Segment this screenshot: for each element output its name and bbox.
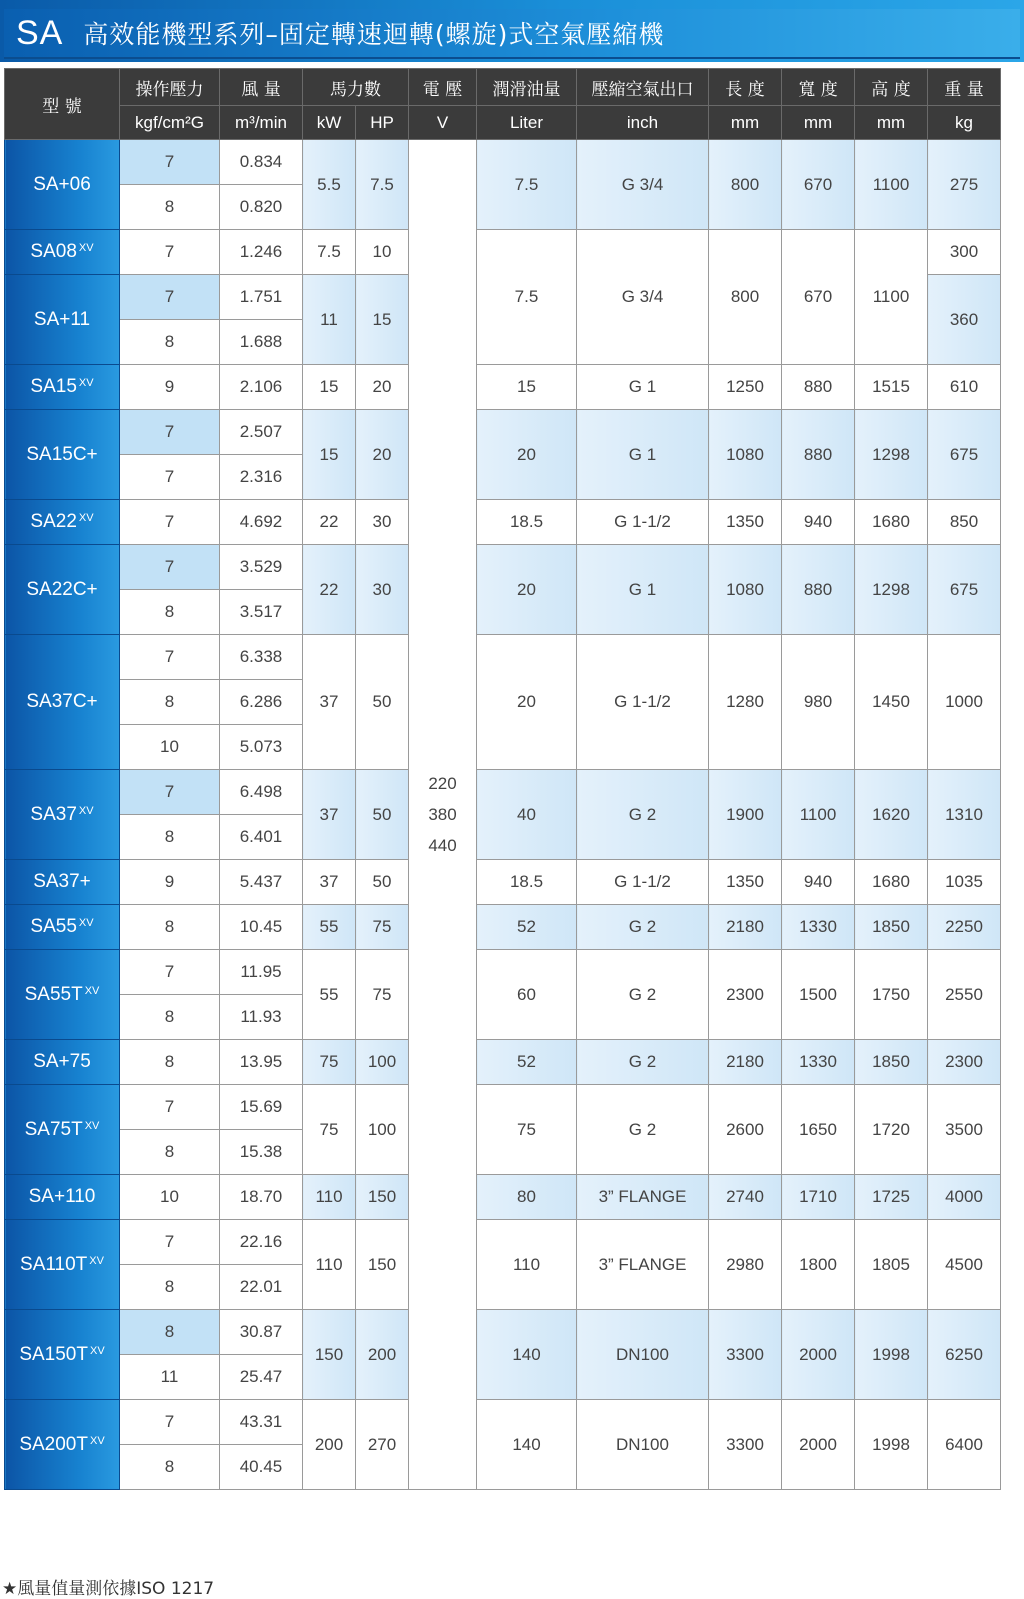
pressure-cell: 7 bbox=[120, 1085, 220, 1130]
flow-cell: 3.517 bbox=[220, 590, 303, 635]
hp-cell: 270 bbox=[356, 1400, 409, 1490]
pressure-cell: 9 bbox=[120, 365, 220, 410]
length-cell: 1350 bbox=[709, 860, 782, 905]
height-cell: 1680 bbox=[855, 860, 928, 905]
model-cell bbox=[5, 1040, 120, 1085]
xv-badge: XV bbox=[78, 242, 94, 254]
unit-length: mm bbox=[709, 106, 782, 140]
weight-cell: 275 bbox=[928, 140, 1001, 230]
voltage-value: 440 bbox=[428, 836, 457, 855]
width-cell: 670 bbox=[782, 140, 855, 230]
oil-cell: 20 bbox=[477, 545, 577, 635]
table-row bbox=[5, 230, 1001, 275]
pressure-cell: 7 bbox=[120, 1220, 220, 1265]
pressure-cell: 8 bbox=[120, 995, 220, 1040]
table-row bbox=[5, 500, 1001, 545]
length-cell: 1080 bbox=[709, 410, 782, 500]
weight-cell: 300 bbox=[928, 230, 1001, 275]
flow-cell: 3.529 bbox=[220, 545, 303, 590]
header-pressure: 操作壓力 bbox=[120, 69, 220, 106]
flow-cell: 2.106 bbox=[220, 365, 303, 410]
kw-cell: 22 bbox=[303, 545, 356, 635]
oil-cell: 52 bbox=[477, 905, 577, 950]
width-cell: 980 bbox=[782, 635, 855, 770]
weight-cell: 675 bbox=[928, 545, 1001, 635]
header-weight: 重 量 bbox=[928, 69, 1001, 106]
width-cell: 1500 bbox=[782, 950, 855, 1040]
flow-cell: 1.688 bbox=[220, 320, 303, 365]
weight-cell: 1035 bbox=[928, 860, 1001, 905]
height-cell: 1805 bbox=[855, 1220, 928, 1310]
table-row bbox=[5, 950, 1001, 995]
model-name: SA55 bbox=[30, 916, 77, 937]
weight-cell: 2300 bbox=[928, 1040, 1001, 1085]
weight-cell: 1310 bbox=[928, 770, 1001, 860]
flow-cell: 0.820 bbox=[220, 185, 303, 230]
pressure-cell: 8 bbox=[120, 590, 220, 635]
length-cell: 1900 bbox=[709, 770, 782, 860]
model-name: SA37 bbox=[30, 803, 77, 825]
width-cell: 880 bbox=[782, 410, 855, 500]
header-outlet: 壓縮空氣出口 bbox=[577, 69, 709, 106]
oil-cell: 20 bbox=[477, 410, 577, 500]
flow-cell: 10.45 bbox=[220, 905, 303, 950]
model-cell bbox=[5, 230, 120, 275]
pressure-cell: 8 bbox=[120, 1310, 220, 1355]
pressure-cell: 7 bbox=[120, 140, 220, 185]
table-row bbox=[5, 1040, 1001, 1085]
pressure-cell: 9 bbox=[120, 860, 220, 905]
header-model: 型 號 bbox=[5, 69, 120, 140]
outlet-cell: G 3/4 bbox=[577, 140, 709, 230]
width-cell: 1800 bbox=[782, 1220, 855, 1310]
length-cell: 800 bbox=[709, 230, 782, 365]
height-cell: 1620 bbox=[855, 770, 928, 860]
width-cell: 1330 bbox=[782, 905, 855, 950]
width-cell: 2000 bbox=[782, 1310, 855, 1400]
table-row bbox=[5, 545, 1001, 590]
hp-cell: 20 bbox=[356, 410, 409, 500]
oil-cell: 7.5 bbox=[477, 230, 577, 365]
table-row bbox=[5, 140, 1001, 185]
weight-cell: 6400 bbox=[928, 1400, 1001, 1490]
kw-cell: 37 bbox=[303, 860, 356, 905]
spec-table bbox=[4, 68, 1001, 1490]
width-cell: 2000 bbox=[782, 1400, 855, 1490]
table-row bbox=[5, 1310, 1001, 1355]
model-name: SA75T bbox=[24, 1118, 83, 1140]
pressure-cell: 8 bbox=[120, 320, 220, 365]
width-cell: 1710 bbox=[782, 1175, 855, 1220]
model-cell bbox=[5, 275, 120, 365]
weight-cell: 4500 bbox=[928, 1220, 1001, 1310]
outlet-cell: DN100 bbox=[577, 1400, 709, 1490]
oil-cell: 140 bbox=[477, 1310, 577, 1400]
model-name: SA150T bbox=[19, 1343, 88, 1365]
weight-cell: 850 bbox=[928, 500, 1001, 545]
unit-pressure: kgf/cm²G bbox=[120, 106, 220, 140]
pressure-cell: 7 bbox=[120, 500, 220, 545]
table-row bbox=[5, 860, 1001, 905]
voltage-value: 380 bbox=[428, 805, 457, 824]
kw-cell: 75 bbox=[303, 1040, 356, 1085]
height-cell: 1720 bbox=[855, 1085, 928, 1175]
xv-badge: XV bbox=[78, 512, 94, 524]
length-cell: 2600 bbox=[709, 1085, 782, 1175]
kw-cell: 37 bbox=[303, 770, 356, 860]
outlet-cell: G 1 bbox=[577, 410, 709, 500]
length-cell: 1280 bbox=[709, 635, 782, 770]
header-voltage: 電 壓 bbox=[409, 69, 477, 106]
unit-kw: kW bbox=[303, 106, 356, 140]
header-length: 長 度 bbox=[709, 69, 782, 106]
table-row bbox=[5, 1085, 1001, 1130]
series-name: SA bbox=[16, 13, 64, 52]
oil-cell: 110 bbox=[477, 1220, 577, 1310]
model-name: SA15 bbox=[30, 376, 77, 397]
flow-cell: 15.69 bbox=[220, 1085, 303, 1130]
oil-cell: 40 bbox=[477, 770, 577, 860]
weight-cell: 360 bbox=[928, 275, 1001, 365]
flow-cell: 6.498 bbox=[220, 770, 303, 815]
model-name: SA22 bbox=[30, 511, 77, 532]
model-cell bbox=[5, 1085, 120, 1175]
weight-cell: 2250 bbox=[928, 905, 1001, 950]
pressure-cell: 10 bbox=[120, 725, 220, 770]
flow-cell: 40.45 bbox=[220, 1445, 303, 1490]
hp-cell: 7.5 bbox=[356, 140, 409, 230]
hp-cell: 150 bbox=[356, 1175, 409, 1220]
hp-cell: 50 bbox=[356, 770, 409, 860]
model-cell bbox=[5, 545, 120, 635]
kw-cell: 15 bbox=[303, 410, 356, 500]
flow-cell: 30.87 bbox=[220, 1310, 303, 1355]
weight-cell: 1000 bbox=[928, 635, 1001, 770]
xv-badge: XV bbox=[78, 804, 94, 817]
hp-cell: 150 bbox=[356, 1220, 409, 1310]
title-banner bbox=[0, 0, 1024, 62]
table-row bbox=[5, 1220, 1001, 1265]
pressure-cell: 7 bbox=[120, 455, 220, 500]
hp-cell: 50 bbox=[356, 860, 409, 905]
unit-oil: Liter bbox=[477, 106, 577, 140]
flow-cell: 18.70 bbox=[220, 1175, 303, 1220]
pressure-cell: 8 bbox=[120, 1040, 220, 1085]
unit-hp: HP bbox=[356, 106, 409, 140]
length-cell: 1350 bbox=[709, 500, 782, 545]
oil-cell: 60 bbox=[477, 950, 577, 1040]
table-row bbox=[5, 1175, 1001, 1220]
flow-cell: 6.286 bbox=[220, 680, 303, 725]
model-name: SA+11 bbox=[33, 308, 91, 330]
length-cell: 2740 bbox=[709, 1175, 782, 1220]
pressure-cell: 8 bbox=[120, 905, 220, 950]
weight-cell: 4000 bbox=[928, 1175, 1001, 1220]
model-name: SA+110 bbox=[28, 1186, 96, 1207]
model-name: SA37+ bbox=[33, 871, 91, 892]
model-name: SA200T bbox=[19, 1433, 88, 1455]
flow-cell: 13.95 bbox=[220, 1040, 303, 1085]
table-row bbox=[5, 365, 1001, 410]
voltage-cell bbox=[409, 140, 477, 1490]
pressure-cell: 8 bbox=[120, 1265, 220, 1310]
model-name: SA37C+ bbox=[26, 691, 98, 712]
width-cell: 880 bbox=[782, 545, 855, 635]
hp-cell: 100 bbox=[356, 1085, 409, 1175]
table-body bbox=[5, 140, 1001, 1490]
length-cell: 2180 bbox=[709, 1040, 782, 1085]
title-bar bbox=[4, 9, 1020, 59]
xv-badge: XV bbox=[78, 377, 94, 389]
flow-cell: 6.401 bbox=[220, 815, 303, 860]
model-cell bbox=[5, 500, 120, 545]
outlet-cell: G 1 bbox=[577, 365, 709, 410]
xv-badge: XV bbox=[78, 917, 94, 929]
hp-cell: 30 bbox=[356, 545, 409, 635]
hp-cell: 100 bbox=[356, 1040, 409, 1085]
flow-cell: 11.95 bbox=[220, 950, 303, 995]
kw-cell: 11 bbox=[303, 275, 356, 365]
model-cell bbox=[5, 1220, 120, 1310]
model-name: SA08 bbox=[30, 241, 77, 262]
header-height: 高 度 bbox=[855, 69, 928, 106]
oil-cell: 15 bbox=[477, 365, 577, 410]
hp-cell: 75 bbox=[356, 950, 409, 1040]
model-cell bbox=[5, 770, 120, 860]
flow-cell: 5.437 bbox=[220, 860, 303, 905]
unit-weight: kg bbox=[928, 106, 1001, 140]
table-row bbox=[5, 770, 1001, 815]
pressure-cell: 11 bbox=[120, 1355, 220, 1400]
height-cell: 1998 bbox=[855, 1400, 928, 1490]
outlet-cell: G 2 bbox=[577, 1085, 709, 1175]
flow-cell: 25.47 bbox=[220, 1355, 303, 1400]
kw-cell: 55 bbox=[303, 950, 356, 1040]
flow-cell: 5.073 bbox=[220, 725, 303, 770]
width-cell: 670 bbox=[782, 230, 855, 365]
hp-cell: 50 bbox=[356, 635, 409, 770]
model-cell bbox=[5, 1400, 120, 1490]
width-cell: 1100 bbox=[782, 770, 855, 860]
xv-badge: XV bbox=[84, 984, 100, 997]
width-cell: 1650 bbox=[782, 1085, 855, 1175]
unit-width: mm bbox=[782, 106, 855, 140]
hp-cell: 200 bbox=[356, 1310, 409, 1400]
width-cell: 940 bbox=[782, 500, 855, 545]
table-row bbox=[5, 1400, 1001, 1445]
model-cell bbox=[5, 635, 120, 770]
model-cell bbox=[5, 410, 120, 500]
oil-cell: 140 bbox=[477, 1400, 577, 1490]
length-cell: 3300 bbox=[709, 1400, 782, 1490]
flow-cell: 2.507 bbox=[220, 410, 303, 455]
model-name: SA110T bbox=[20, 1253, 88, 1275]
page-title: 高效能機型系列–固定轉速迴轉(螺旋)式空氣壓縮機 bbox=[83, 20, 665, 49]
height-cell: 1298 bbox=[855, 545, 928, 635]
outlet-cell: G 2 bbox=[577, 770, 709, 860]
length-cell: 800 bbox=[709, 140, 782, 230]
flow-cell: 11.93 bbox=[220, 995, 303, 1040]
outlet-cell: G 2 bbox=[577, 950, 709, 1040]
outlet-cell: G 1-1/2 bbox=[577, 860, 709, 905]
outlet-cell: G 1-1/2 bbox=[577, 635, 709, 770]
flow-cell: 15.38 bbox=[220, 1130, 303, 1175]
model-name: SA+75 bbox=[33, 1051, 91, 1072]
length-cell: 2180 bbox=[709, 905, 782, 950]
pressure-cell: 8 bbox=[120, 1445, 220, 1490]
oil-cell: 7.5 bbox=[477, 140, 577, 230]
pressure-cell: 10 bbox=[120, 1175, 220, 1220]
length-cell: 1250 bbox=[709, 365, 782, 410]
height-cell: 1450 bbox=[855, 635, 928, 770]
height-cell: 1725 bbox=[855, 1175, 928, 1220]
unit-flow: m³/min bbox=[220, 106, 303, 140]
height-cell: 1750 bbox=[855, 950, 928, 1040]
oil-cell: 75 bbox=[477, 1085, 577, 1175]
model-cell bbox=[5, 860, 120, 905]
hp-cell: 20 bbox=[356, 365, 409, 410]
flow-cell: 4.692 bbox=[220, 500, 303, 545]
pressure-cell: 8 bbox=[120, 680, 220, 725]
pressure-cell: 7 bbox=[120, 230, 220, 275]
header-width: 寬 度 bbox=[782, 69, 855, 106]
height-cell: 1298 bbox=[855, 410, 928, 500]
model-cell bbox=[5, 1310, 120, 1400]
table-row bbox=[5, 410, 1001, 455]
kw-cell: 110 bbox=[303, 1175, 356, 1220]
model-cell bbox=[5, 365, 120, 410]
flow-cell: 43.31 bbox=[220, 1400, 303, 1445]
weight-cell: 3500 bbox=[928, 1085, 1001, 1175]
height-cell: 1100 bbox=[855, 230, 928, 365]
unit-height: mm bbox=[855, 106, 928, 140]
pressure-cell: 7 bbox=[120, 1400, 220, 1445]
voltage-value: 220 bbox=[428, 774, 457, 793]
kw-cell: 55 bbox=[303, 905, 356, 950]
hp-cell: 30 bbox=[356, 500, 409, 545]
height-cell: 1850 bbox=[855, 1040, 928, 1085]
table-row bbox=[5, 905, 1001, 950]
kw-cell: 22 bbox=[303, 500, 356, 545]
model-name: SA22C+ bbox=[26, 578, 98, 600]
kw-cell: 110 bbox=[303, 1220, 356, 1310]
weight-cell: 610 bbox=[928, 365, 1001, 410]
kw-cell: 5.5 bbox=[303, 140, 356, 230]
outlet-cell: 3” FLANGE bbox=[577, 1220, 709, 1310]
xv-badge: XV bbox=[89, 1434, 105, 1447]
hp-cell: 75 bbox=[356, 905, 409, 950]
oil-cell: 18.5 bbox=[477, 500, 577, 545]
width-cell: 1330 bbox=[782, 1040, 855, 1085]
height-cell: 1850 bbox=[855, 905, 928, 950]
hp-cell: 10 bbox=[356, 230, 409, 275]
flow-cell: 22.16 bbox=[220, 1220, 303, 1265]
unit-outlet: inch bbox=[577, 106, 709, 140]
model-cell bbox=[5, 140, 120, 230]
weight-cell: 6250 bbox=[928, 1310, 1001, 1400]
pressure-cell: 7 bbox=[120, 770, 220, 815]
pressure-cell: 8 bbox=[120, 815, 220, 860]
pressure-cell: 7 bbox=[120, 545, 220, 590]
flow-cell: 1.246 bbox=[220, 230, 303, 275]
table-row bbox=[5, 635, 1001, 680]
flow-cell: 2.316 bbox=[220, 455, 303, 500]
model-cell bbox=[5, 905, 120, 950]
height-cell: 1680 bbox=[855, 500, 928, 545]
kw-cell: 15 bbox=[303, 365, 356, 410]
outlet-cell: G 3/4 bbox=[577, 230, 709, 365]
outlet-cell: G 1 bbox=[577, 545, 709, 635]
outlet-cell: DN100 bbox=[577, 1310, 709, 1400]
header-oil: 潤滑油量 bbox=[477, 69, 577, 106]
height-cell: 1100 bbox=[855, 140, 928, 230]
length-cell: 1080 bbox=[709, 545, 782, 635]
kw-cell: 37 bbox=[303, 635, 356, 770]
table-header bbox=[5, 69, 1001, 140]
outlet-cell: G 1-1/2 bbox=[577, 500, 709, 545]
weight-cell: 675 bbox=[928, 410, 1001, 500]
pressure-cell: 7 bbox=[120, 275, 220, 320]
model-cell bbox=[5, 1175, 120, 1220]
kw-cell: 7.5 bbox=[303, 230, 356, 275]
outlet-cell: G 2 bbox=[577, 1040, 709, 1085]
weight-cell: 2550 bbox=[928, 950, 1001, 1040]
flow-cell: 0.834 bbox=[220, 140, 303, 185]
flow-cell: 1.751 bbox=[220, 275, 303, 320]
kw-cell: 150 bbox=[303, 1310, 356, 1400]
flow-cell: 6.338 bbox=[220, 635, 303, 680]
model-name: SA+06 bbox=[33, 173, 91, 195]
xv-badge: XV bbox=[84, 1119, 100, 1132]
length-cell: 3300 bbox=[709, 1310, 782, 1400]
pressure-cell: 7 bbox=[120, 950, 220, 995]
model-name: SA15C+ bbox=[26, 443, 98, 465]
pressure-cell: 7 bbox=[120, 635, 220, 680]
outlet-cell: 3” FLANGE bbox=[577, 1175, 709, 1220]
height-cell: 1998 bbox=[855, 1310, 928, 1400]
kw-cell: 200 bbox=[303, 1400, 356, 1490]
pressure-cell: 7 bbox=[120, 410, 220, 455]
width-cell: 940 bbox=[782, 860, 855, 905]
model-cell bbox=[5, 950, 120, 1040]
kw-cell: 75 bbox=[303, 1085, 356, 1175]
length-cell: 2300 bbox=[709, 950, 782, 1040]
footnote: ★風量值量測依據ISO 1217 bbox=[2, 1579, 215, 1599]
length-cell: 2980 bbox=[709, 1220, 782, 1310]
pressure-cell: 8 bbox=[120, 185, 220, 230]
flow-cell: 22.01 bbox=[220, 1265, 303, 1310]
hp-cell: 15 bbox=[356, 275, 409, 365]
header-flow: 風 量 bbox=[220, 69, 303, 106]
oil-cell: 18.5 bbox=[477, 860, 577, 905]
header-power: 馬力數 bbox=[303, 69, 409, 106]
oil-cell: 20 bbox=[477, 635, 577, 770]
model-name: SA55T bbox=[24, 983, 83, 1005]
oil-cell: 80 bbox=[477, 1175, 577, 1220]
xv-badge: XV bbox=[89, 1254, 104, 1267]
width-cell: 880 bbox=[782, 365, 855, 410]
outlet-cell: G 2 bbox=[577, 905, 709, 950]
xv-badge: XV bbox=[89, 1344, 105, 1357]
oil-cell: 52 bbox=[477, 1040, 577, 1085]
height-cell: 1515 bbox=[855, 365, 928, 410]
pressure-cell: 8 bbox=[120, 1130, 220, 1175]
unit-voltage: V bbox=[409, 106, 477, 140]
